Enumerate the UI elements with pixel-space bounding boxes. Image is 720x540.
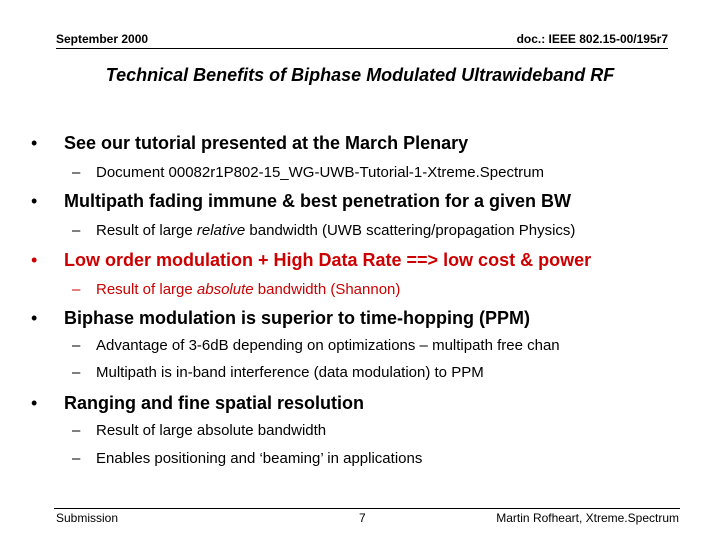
sub-bullet-4-2: [72, 364, 484, 381]
bullet-1-text: See our tutorial presented at the March Plenary: [64, 133, 469, 153]
bullet-4-text: Biphase modulation is superior to time-hopping (PPM): [64, 308, 531, 328]
sub-bullet-5-1: [72, 422, 327, 439]
bullet-dot: •: [31, 133, 38, 153]
slide-title: Technical Benefits of Biphase Modulated Ultrawideband RF: [105, 65, 615, 85]
sub-bullet-3-1-pre: Result of large: [96, 281, 197, 298]
sub-bullet-dash: –: [72, 450, 81, 467]
bullet-dot: •: [31, 250, 38, 270]
bullet-dot: •: [31, 308, 38, 328]
bullet-dot: •: [31, 393, 38, 413]
footer-submission: Submission: [56, 511, 119, 525]
sub-bullet-4-1: [72, 337, 560, 354]
header-date: September 2000: [56, 32, 149, 46]
bullet-1: [31, 133, 469, 154]
footer-rule: [54, 508, 680, 509]
sub-bullet-4-2-text: Multipath is in-band interference (data modulation) to PPM: [96, 364, 484, 381]
bullet-5: [31, 393, 365, 414]
bullet-2-text: Multipath fading immune & best penetration for a given BW: [64, 191, 572, 211]
sub-bullet-2-1: [72, 222, 576, 239]
sub-bullet-dash: –: [72, 337, 81, 354]
sub-bullet-2-1-emphasis: relative: [196, 222, 246, 239]
bullet-dot: •: [31, 191, 38, 211]
bullet-3-text: Low order modulation + High Data Rate ==> low cost & power: [64, 250, 592, 270]
sub-bullet-2-1-pre: Result of large: [96, 222, 197, 239]
footer-page-number: 7: [359, 511, 366, 525]
bullet-3: [31, 250, 592, 271]
sub-bullet-dash: –: [72, 164, 81, 181]
bullet-5-text: Ranging and fine spatial resolution: [64, 393, 365, 413]
header-doc-id: doc.: IEEE 802.15-00/195r7: [516, 32, 668, 46]
sub-bullet-4-1-text: Advantage of 3-6dB depending on optimizations – multipath free chan: [96, 337, 560, 354]
sub-bullet-dash: –: [72, 222, 81, 239]
footer-author: Martin Rofheart, Xtreme.Spectrum: [496, 511, 679, 525]
sub-bullet-3-1-emphasis: absolute: [196, 281, 254, 298]
sub-bullet-3-1: [72, 281, 401, 298]
sub-bullet-dash: –: [72, 422, 81, 439]
sub-bullet-dash: –: [72, 364, 81, 381]
sub-bullet-5-1-text: Result of large absolute bandwidth: [96, 422, 327, 439]
sub-bullet-2-1-post: bandwidth (UWB scattering/propagation Physics): [245, 222, 576, 239]
bullet-4: [31, 308, 531, 329]
sub-bullet-dash: –: [72, 281, 81, 298]
sub-bullet-1-1-text: Document 00082r1P802-15_WG-UWB-Tutorial-1-Xtreme.Spectrum: [96, 164, 544, 181]
header-rule: [56, 48, 668, 49]
sub-bullet-5-2: [72, 450, 423, 467]
sub-bullet-5-2-text: Enables positioning and ‘beaming’ in applications: [96, 450, 423, 467]
sub-bullet-3-1-post: bandwidth (Shannon): [253, 281, 401, 298]
bullet-2: [31, 191, 572, 212]
sub-bullet-1-1: [72, 164, 544, 181]
